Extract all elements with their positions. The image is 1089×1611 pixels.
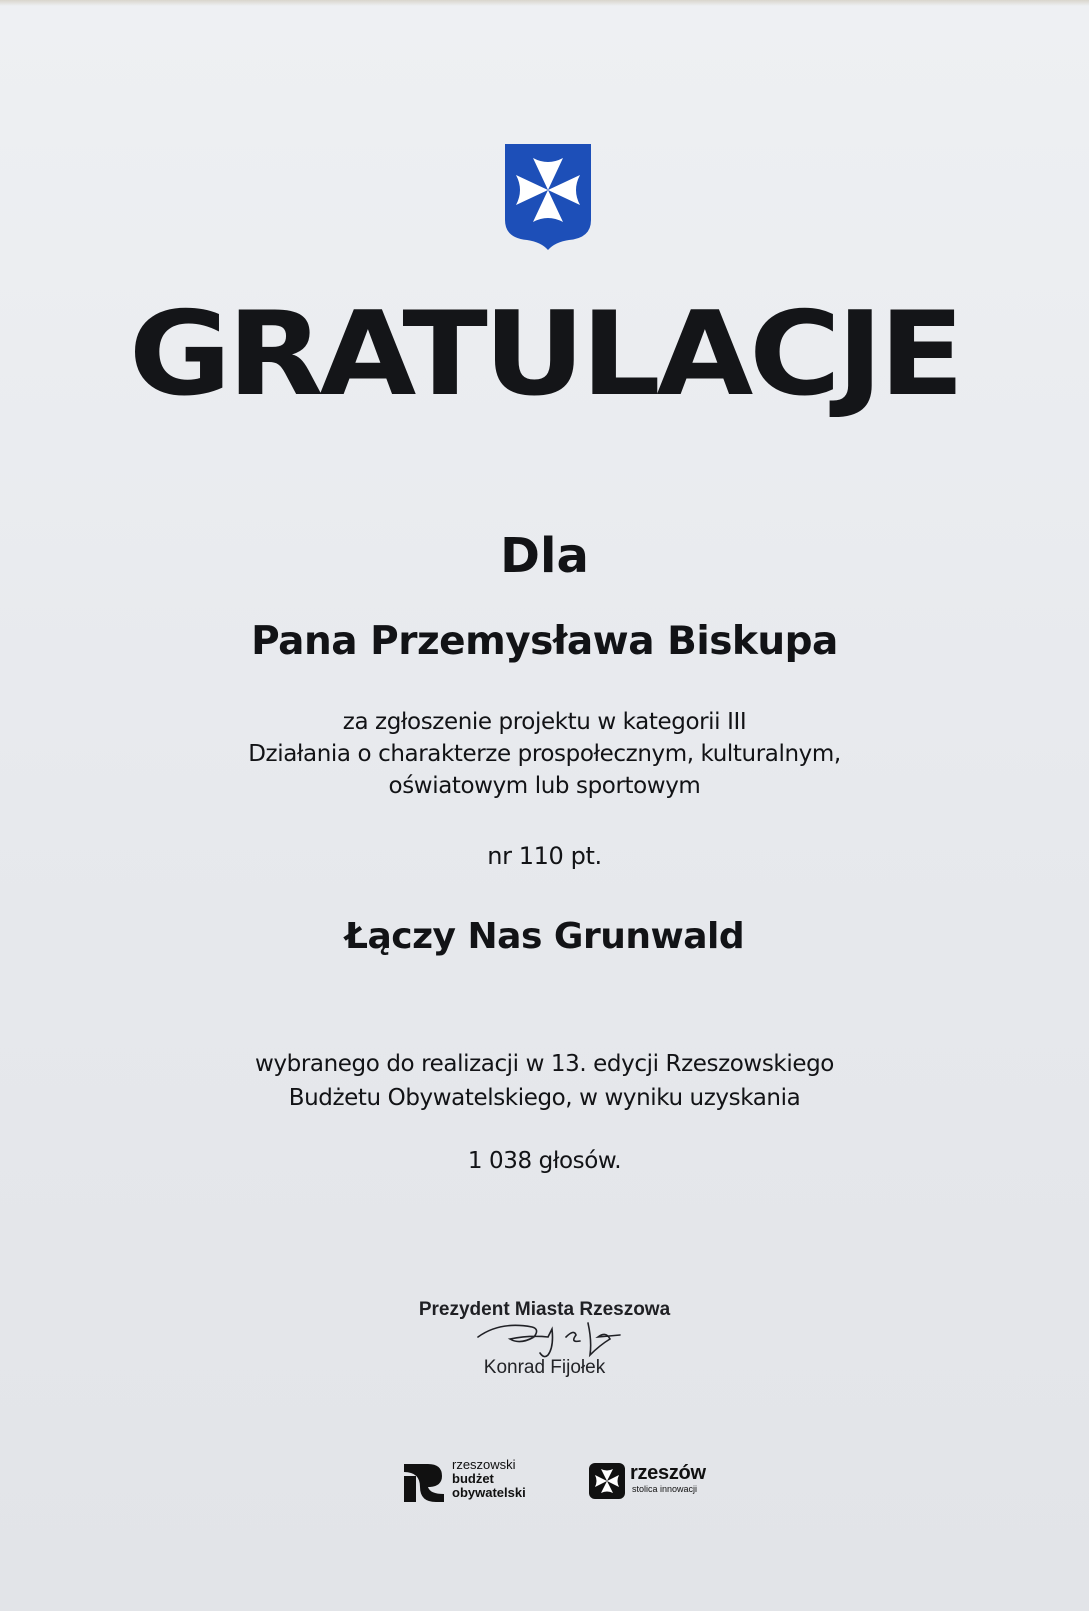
budget-logo-line: budżet	[452, 1471, 494, 1486]
budget-logo	[402, 1458, 562, 1506]
budget-logo-line: obywatelski	[452, 1485, 526, 1500]
vote-count: 1 038 głosów.	[467, 1148, 622, 1174]
selection-text	[0, 1047, 1089, 1115]
recipient-name: Pana Przemysława Biskupa	[251, 619, 838, 664]
city-logo-name: rzeszów	[630, 1462, 706, 1484]
certificate-title: GRATULACJE	[128, 287, 961, 422]
budget-logo-text	[452, 1458, 562, 1500]
budget-logo-icon	[402, 1462, 446, 1504]
city-logo	[588, 1462, 728, 1502]
project-number: nr 110 pt.	[487, 842, 602, 870]
description-line: oświatowym lub sportowym	[388, 773, 701, 799]
selection-line: Budżetu Obywatelskiego, w wyniku uzyskania	[288, 1085, 801, 1111]
description-line: za zgłoszenie projektu w kategorii III	[342, 709, 747, 735]
project-name: Łączy Nas Grunwald	[344, 916, 745, 957]
city-logo-tagline: stolica innowacji	[632, 1484, 698, 1494]
coat-of-arms-icon	[503, 142, 593, 252]
budget-logo-line: rzeszowski	[452, 1457, 516, 1472]
category-description	[0, 706, 1089, 802]
selection-line: wybranego do realizacji w 13. edycji Rzeszowskiego	[255, 1051, 834, 1077]
signer-name: Konrad Fijołek	[483, 1357, 606, 1378]
for-label: Dla	[500, 528, 589, 584]
paper-top-edge	[0, 0, 1089, 6]
description-line: Działania o charakterze prospołecznym, kulturalnym,	[248, 741, 841, 767]
signer-title: Prezydent Miasta Rzeszowa	[418, 1299, 671, 1320]
city-logo-icon	[588, 1462, 626, 1500]
